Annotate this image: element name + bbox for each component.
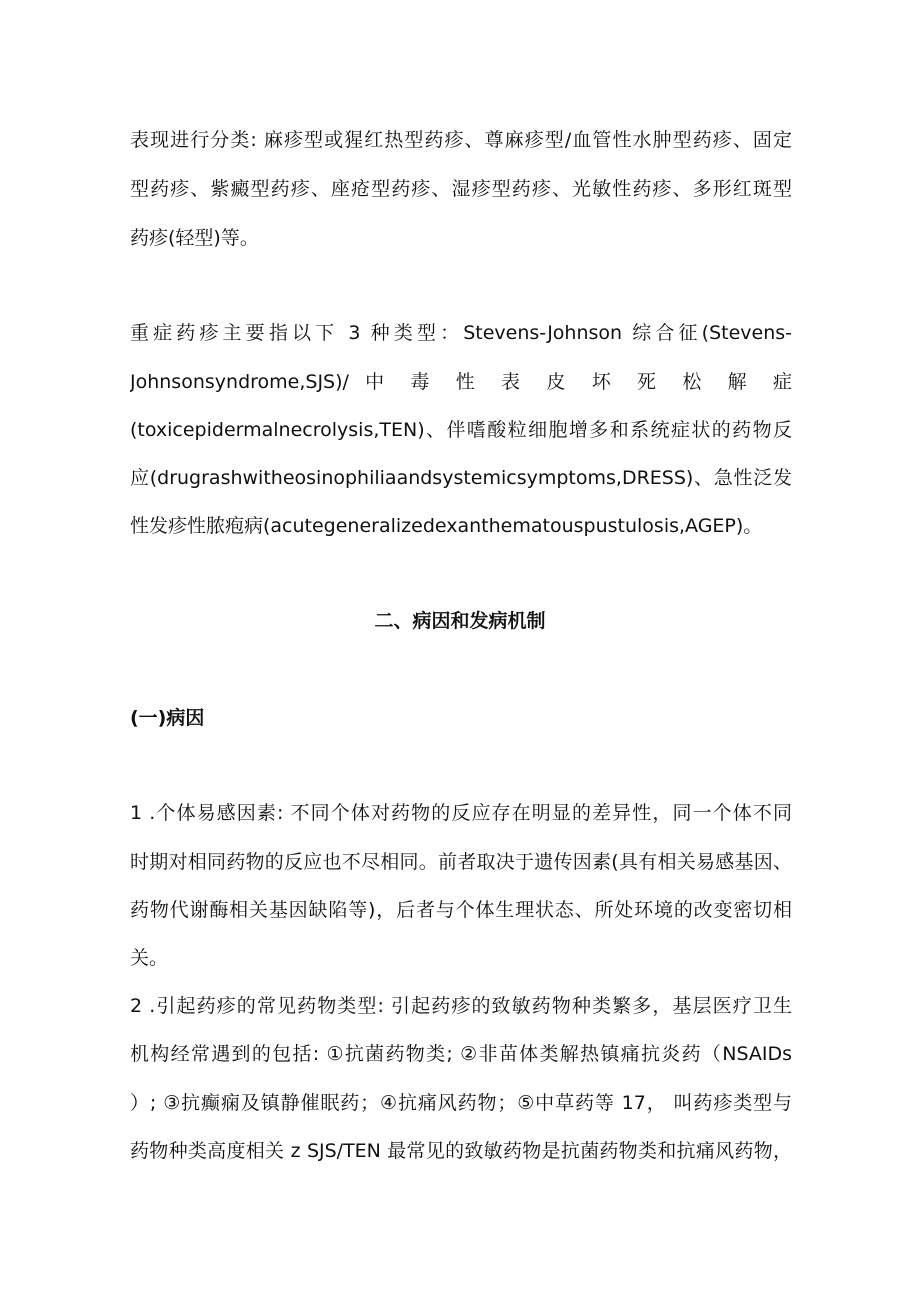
subsection-heading: (一)病因 <box>130 707 205 729</box>
section-heading: 二、病因和发病机制 <box>374 610 546 632</box>
paragraph-2-line-2: Johnsonsyndrome,SJS)/ 中 毒 性 表 皮 坏 死 松 解 症 <box>130 371 792 393</box>
item-2-line-4: 药物种类高度相关 z SJS/TEN 最常见的致敏药物是抗菌药物类和抗痛风药物， <box>130 1140 792 1162</box>
item-1-line-3: 药物代谢酶相关基因缺陷等)，后者与个体生理状态、所处环境的改变密切相 <box>130 899 792 921</box>
paragraph-2-line-1: 重症药疹主要指以下 3 种类型：Stevens-Johnson 综合征(Stevens- <box>130 322 792 344</box>
paragraph-1-line-2: 型药疹、紫癜型药疹、座疮型药疹、湿疹型药疹、光敏性药疹、多形红斑型 <box>130 178 792 200</box>
paragraph-1-line-3: 药疹(轻型)等。 <box>130 227 259 249</box>
item-1-line-1: 1 .个体易感因素: 不同个体对药物的反应存在明显的差异性，同一个体不同 <box>130 802 792 824</box>
item-2-line-3: ）; ③抗癫痫及镇静催眠药；④抗痛风药物；⑤中草药等 17， 叫药疹类型与 <box>130 1092 792 1114</box>
paragraph-2-line-5: 性发疹性脓疱病(acutegeneralizedexanthematouspustulosis,AGEP)。 <box>130 515 763 537</box>
item-2-line-2: 机构经常遇到的包括: ①抗菌药物类; ②非苗体类解热镇痛抗炎药（NSAIDs <box>130 1043 792 1065</box>
paragraph-2-line-3: (toxicepidermalnecrolysis,TEN)、伴嗜酸粒细胞增多和系统症状的药物反 <box>130 419 792 441</box>
item-2-line-1: 2 .引起药疹的常见药物类型: 引起药疹的致敏药物种类繁多，基层医疗卫生 <box>130 995 792 1017</box>
paragraph-2-line-4: 应(drugrashwitheosinophiliaandsystemicsymptoms,DRESS)、急性泛发 <box>130 467 792 489</box>
paragraph-1-line-1: 表现进行分类: 麻疹型或猩红热型药疹、尊麻疹型/血管性水肿型药疹、固定 <box>130 129 792 151</box>
item-1-line-4: 关。 <box>130 947 169 969</box>
item-1-line-2: 时期对相同药物的反应也不尽相同。前者取决于遗传因素(具有相关易感基因、 <box>130 851 792 873</box>
